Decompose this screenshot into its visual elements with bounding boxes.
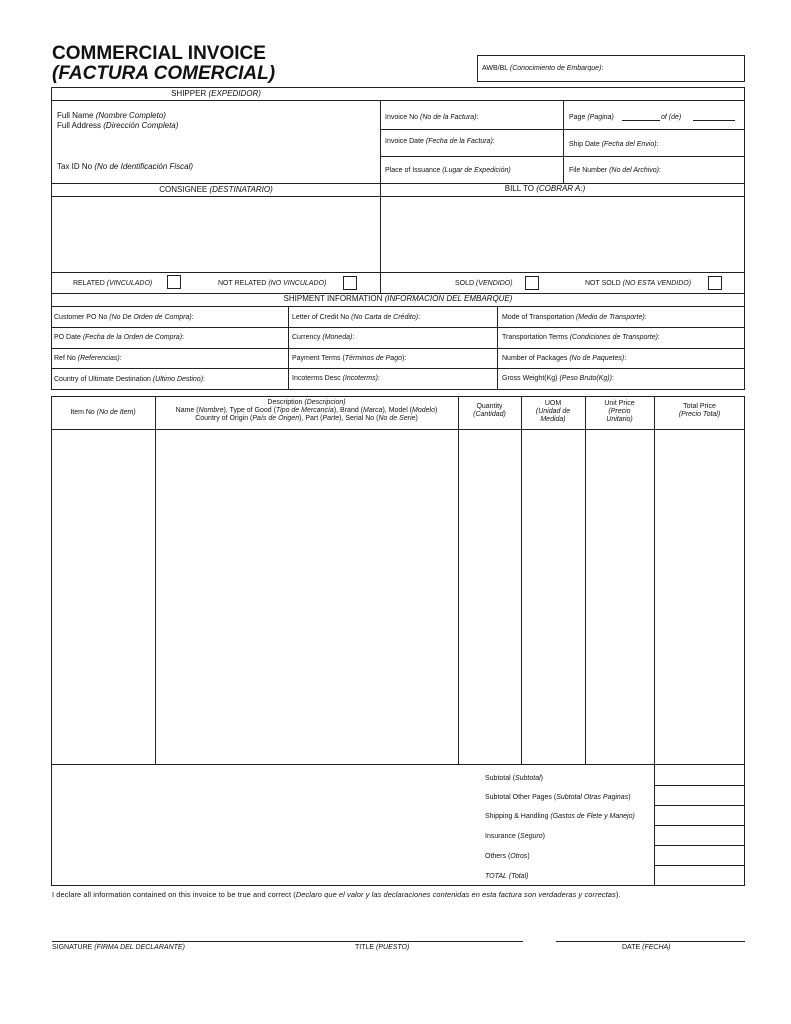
payment-terms-field[interactable]: Payment Terms (Términos de Pago):: [292, 355, 407, 362]
shipment-info-header: SHIPMENT INFORMATION (INFORMACION DEL EMBARQUE): [283, 294, 513, 303]
country-destination-field[interactable]: Country of Ultimate Destination (Ultimo Destino):: [54, 376, 205, 383]
shipper-header: SHIPPER (EXPEDIDOR): [171, 89, 261, 98]
gross-weight-field[interactable]: Gross Weight(Kg) (Peso Bruto(Kg)):: [502, 375, 614, 382]
mode-transport-field[interactable]: Mode of Transportation (Medio de Transporte):: [502, 314, 647, 321]
col-unit-price: Unit Price (Precio Unitario): [604, 400, 635, 423]
ship-date-field[interactable]: Ship Date (Fecha del Envio):: [569, 141, 659, 148]
title-label: TITLE (PUESTO): [355, 944, 410, 951]
sold-checkbox[interactable]: [525, 276, 539, 290]
invoice-date-field[interactable]: Invoice Date (Fecha de la Factura):: [385, 138, 495, 145]
page-subtitle: (FACTURA COMERCIAL): [52, 63, 276, 84]
not-related-label: NOT RELATED (NO VINCULADO): [218, 280, 327, 287]
shipper-full-address[interactable]: Full Address (Dirección Completa): [57, 121, 179, 130]
letter-credit-field[interactable]: Letter of Credit No (No Carta de Crédito):: [292, 314, 421, 321]
invoice-no-field[interactable]: Invoice No (No de la Factura):: [385, 114, 479, 121]
date-label: DATE (FECHA): [622, 944, 671, 951]
ref-no-field[interactable]: Ref No (Referencias):: [54, 355, 122, 362]
signature-label: SIGNATURE (FIRMA DEL DECLARANTE): [52, 944, 185, 951]
bill-to-header: BILL TO (COBRAR A:): [504, 184, 586, 193]
sold-label: SOLD (VENDIDO): [455, 280, 513, 287]
awb-label: AWB/BL (Conocimiento de Embarque):: [482, 65, 604, 72]
page-field[interactable]: Page (Pagina): [569, 114, 614, 121]
not-sold-label: NOT SOLD (NO ESTA VENDIDO): [585, 280, 692, 287]
not-sold-checkbox[interactable]: [708, 276, 722, 290]
shipping-label: Shipping & Handling (Gastos de Flete y Manejo): [485, 813, 635, 820]
shipper-full-name[interactable]: Full Name (Nombre Completo): [57, 111, 166, 120]
po-date-field[interactable]: PO Date (Fecha de la Orden de Compra):: [54, 334, 184, 341]
shipper-tax-id[interactable]: Tax ID No (No de Identificación Fiscal): [57, 162, 194, 171]
col-uom: UOM (Unidad de Medida): [535, 400, 571, 423]
col-total-price: Total Price (Precio Total): [678, 403, 721, 418]
currency-field[interactable]: Currency (Moneda):: [292, 334, 355, 341]
subtotal-label: Subtotal (Subtotal): [485, 775, 543, 782]
file-number-field[interactable]: File Number (No del Archivo):: [569, 167, 661, 174]
col-description: Description (Descripcion) Name (Nombre), Type of Good (Tipo de Mercancía), Brand (Marca), Model (Modelo) Country of Origin (País de Origen), Part (Parte), Serial No (No de Serie): [175, 399, 438, 422]
col-quantity: Quantity (Cantidad): [473, 403, 506, 418]
related-checkbox[interactable]: [167, 275, 181, 289]
header-grid: [51, 87, 745, 390]
page-of-label: of (de): [661, 114, 682, 121]
place-issuance-field[interactable]: Place of Issuance (Lugar de Expedición): [385, 167, 511, 174]
not-related-checkbox[interactable]: [343, 276, 357, 290]
consignee-header: CONSIGNEE (DESTINATARIO): [159, 185, 273, 194]
incoterms-field[interactable]: Incoterms Desc (Incoterms):: [292, 375, 380, 382]
insurance-label: Insurance (Seguro): [485, 833, 545, 840]
col-item-no: Item No (No de Item): [70, 409, 136, 416]
others-label: Others (Otros): [485, 853, 530, 860]
page-title: COMMERCIAL INVOICE: [52, 43, 266, 64]
customer-po-field[interactable]: Customer PO No (No De Orden de Compra):: [54, 314, 194, 321]
total-label: TOTAL (Total): [485, 873, 529, 880]
num-packages-field[interactable]: Number of Packages (No de Paquetes):: [502, 355, 627, 362]
related-label: RELATED (VINCULADO): [73, 280, 153, 287]
subtotal-other-label: Subtotal Other Pages (Subtotal Otras Paginas): [485, 794, 631, 801]
transport-terms-field[interactable]: Transportation Terms (Condiciones de Transporte):: [502, 334, 660, 341]
declaration-text: I declare all information contained on this invoice to be true and correct (Declaro que el valor y las declaraciones contenidas en esta factura son verdaderas y correctas).: [52, 890, 621, 899]
